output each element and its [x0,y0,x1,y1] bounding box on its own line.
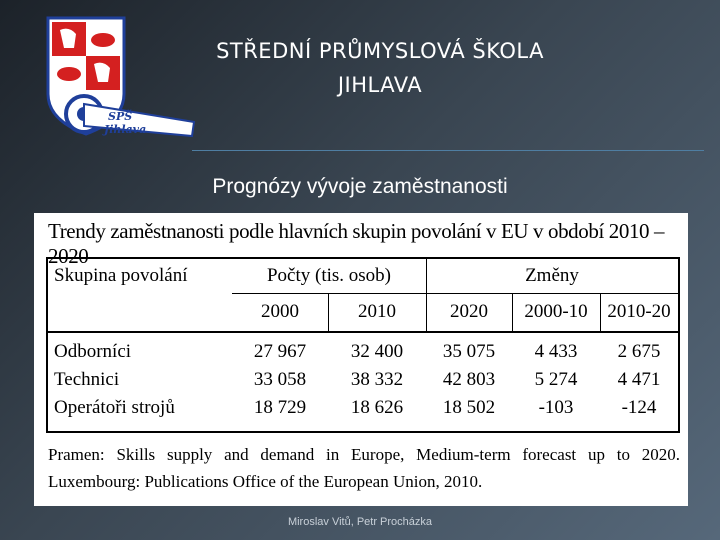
title-line-1: STŘEDNÍ PRŮMYSLOVÁ ŠKOLA [216,39,544,63]
row-label: Operátoři strojů [54,397,175,418]
table-cell: 18 502 [442,397,496,418]
table-cell: 18 729 [253,397,307,418]
year-header: 2010-20 [607,301,671,322]
table-cell: 18 626 [350,397,404,418]
column-header-counts: Počty (tis. osob) [266,265,392,286]
table-cell: -124 [621,397,657,418]
table-cell: 32 400 [350,341,404,362]
year-header: 2000-10 [524,301,588,322]
table-cell: 4 471 [617,369,661,390]
table-cell: 33 058 [253,369,307,390]
year-header: 2010 [358,301,396,322]
table-rule [48,331,678,333]
row-label: Technici [54,369,120,390]
table-cell: 27 967 [253,341,307,362]
hedgehog-icon [91,33,115,47]
table-cell: -103 [538,397,574,418]
year-header: 2020 [450,301,488,322]
employment-table [46,257,680,433]
table-image-panel [34,213,688,506]
page-title [160,34,600,102]
title-line-2: JIHLAVA [337,73,423,97]
table-cell: 5 274 [534,369,578,390]
table-cell: 42 803 [442,369,496,390]
table-title: Trendy zaměstnanosti podle hlavních skupin povolání v EU v období 2010 – 2020 [48,219,665,268]
table-cell: 35 075 [442,341,496,362]
year-header: 2000 [261,301,299,322]
table-cell: 2 675 [617,341,661,362]
slide-subtitle: Prognózy vývoje zaměstnanosti [212,175,508,198]
logo-text-1: SPŠ [108,110,133,123]
table-cell: 4 433 [534,341,578,362]
logo-text-2: Jihlava [104,123,147,136]
table-source-note: Pramen: Skills supply and demand in Europe, Medium-term forecast up to 2020. Luxembourg: Publications Office of the European Union, 2010. [48,445,680,491]
column-header-changes: Změny [525,265,579,286]
hedgehog-icon [57,67,81,81]
slide-footer: Miroslav Vitů, Petr Procházka [287,516,433,528]
row-label: Odborníci [54,341,132,362]
table-rule [232,293,678,294]
header-divider [192,150,704,151]
table-cell: 38 332 [350,369,404,390]
column-header-group: Skupina povolání [54,265,188,286]
